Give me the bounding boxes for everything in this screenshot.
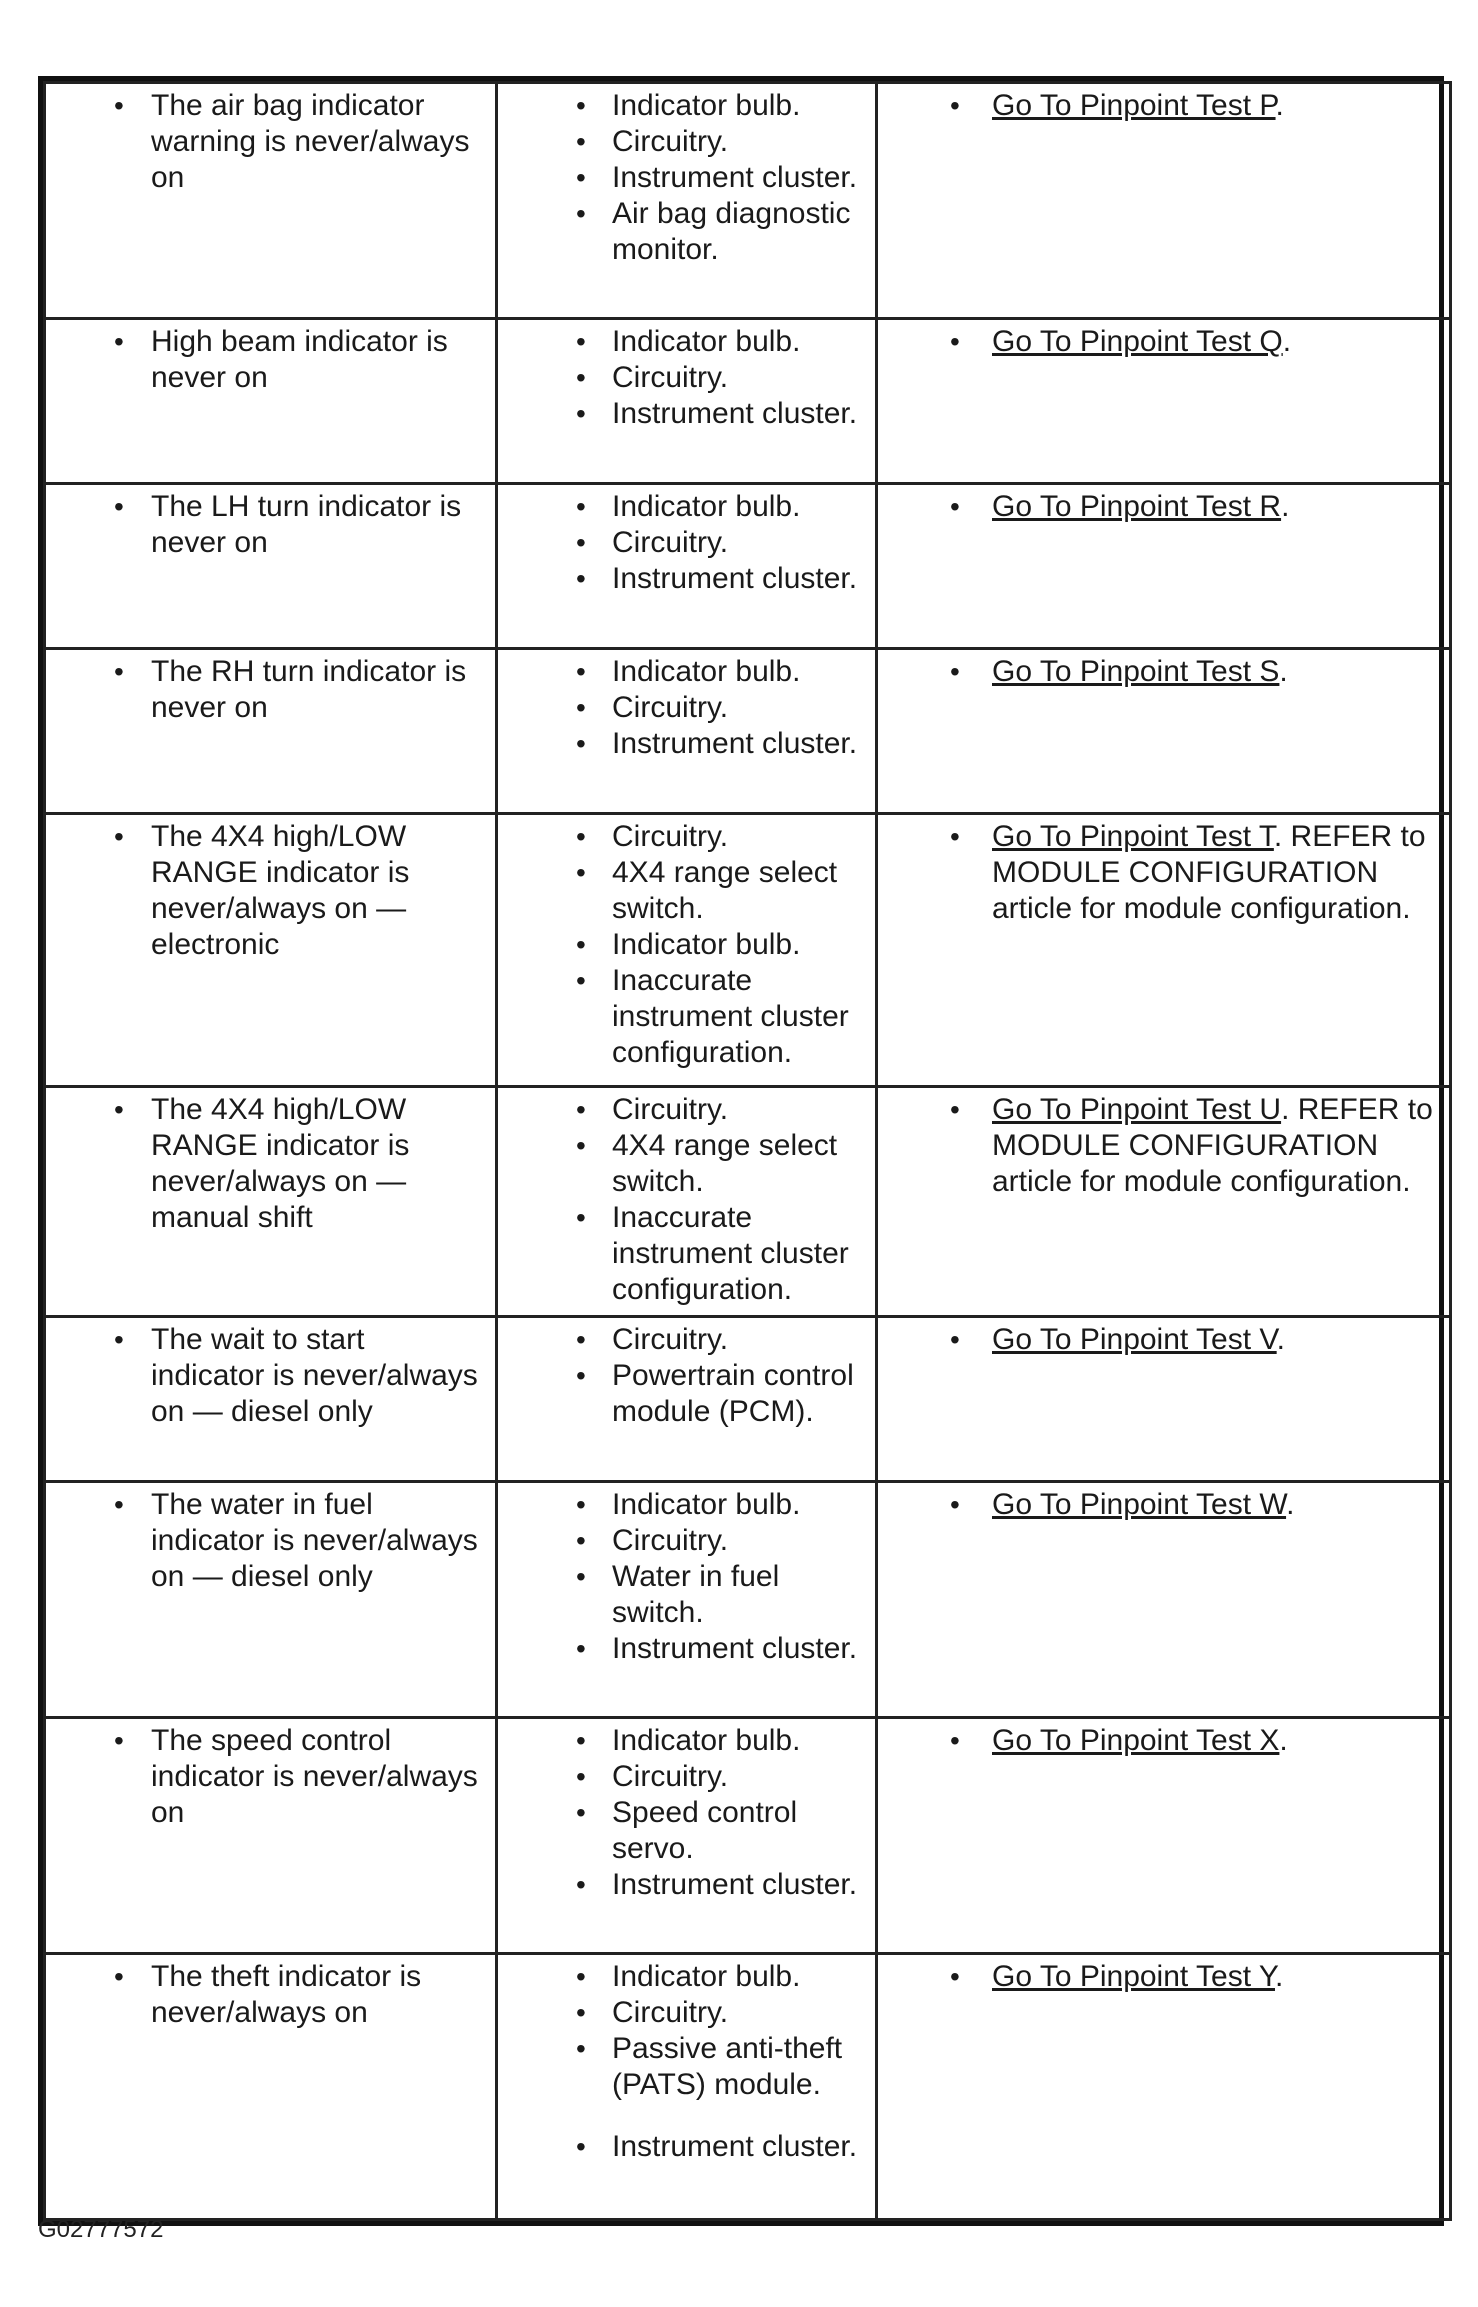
action-item — [888, 1322, 1439, 1358]
possible-source-list — [508, 489, 865, 597]
possible-source-item: • Instrument cluster. — [508, 396, 865, 432]
possible-source-item: • Inaccurate instrument cluster configuration. — [508, 963, 865, 1071]
action-suffix: . — [1275, 89, 1284, 122]
table-row — [45, 83, 1451, 319]
possible-source-cell — [497, 814, 877, 1087]
action-list — [888, 654, 1439, 690]
condition-cell — [45, 1482, 497, 1718]
pinpoint-test-link[interactable]: Go To Pinpoint Test W — [992, 1488, 1287, 1521]
figure-id: G02777572 — [38, 2216, 164, 2243]
possible-source-item: • Circuitry. — [508, 1995, 865, 2031]
possible-source-list — [508, 88, 865, 268]
condition-cell — [45, 1317, 497, 1482]
action-item — [888, 1487, 1439, 1523]
possible-source-cell — [497, 319, 877, 484]
action-item — [888, 88, 1439, 124]
possible-source-item: • Powertrain control module (PCM). — [508, 1358, 865, 1430]
condition-list — [56, 1322, 485, 1430]
possible-source-item: • Instrument cluster. — [508, 160, 865, 196]
pinpoint-test-link[interactable]: Go To Pinpoint Test V — [992, 1323, 1277, 1356]
action-cell — [877, 1087, 1451, 1317]
condition-list — [56, 489, 485, 561]
action-suffix: . REFER to MODULE CONFIGURATION article for module configuration. — [992, 820, 1426, 925]
condition-text: • High beam indicator is never on — [56, 324, 485, 396]
condition-text: • The 4X4 high/LOW RANGE indicator is never/always on — electronic — [56, 819, 485, 963]
condition-list — [56, 1092, 485, 1236]
possible-source-item: • Indicator bulb. — [508, 88, 865, 124]
possible-source-list — [508, 819, 865, 1071]
possible-source-item: • Circuitry. — [508, 1759, 865, 1795]
possible-source-cell — [497, 1718, 877, 1954]
possible-source-item: • Instrument cluster. — [508, 1631, 865, 1667]
action-list — [888, 88, 1439, 124]
possible-source-item: • Indicator bulb. — [508, 489, 865, 525]
action-item — [888, 1959, 1439, 1995]
table-row — [45, 1087, 1451, 1317]
condition-list — [56, 1959, 485, 2031]
possible-source-cell — [497, 1482, 877, 1718]
possible-source-item: • Indicator bulb. — [508, 654, 865, 690]
possible-source-list — [508, 1322, 865, 1430]
condition-text: • The 4X4 high/LOW RANGE indicator is never/always on — manual shift — [56, 1092, 485, 1236]
condition-text: • The RH turn indicator is never on — [56, 654, 485, 726]
action-item — [888, 819, 1439, 927]
possible-source-item: • Indicator bulb. — [508, 1723, 865, 1759]
table-body — [45, 83, 1451, 2220]
possible-source-list — [508, 654, 865, 762]
pinpoint-test-link[interactable]: Go To Pinpoint Test Y — [992, 1960, 1275, 1993]
condition-list — [56, 88, 485, 196]
condition-text: • The speed control indicator is never/always on — [56, 1723, 485, 1831]
condition-text: • The wait to start indicator is never/always on — diesel only — [56, 1322, 485, 1430]
condition-list — [56, 819, 485, 963]
action-list — [888, 1322, 1439, 1358]
pinpoint-test-link[interactable]: Go To Pinpoint Test S — [992, 655, 1280, 688]
condition-text: • The water in fuel indicator is never/always on — diesel only — [56, 1487, 485, 1595]
condition-cell — [45, 1718, 497, 1954]
possible-source-item: • Inaccurate instrument cluster configuration. — [508, 1200, 865, 1308]
table-row — [45, 319, 1451, 484]
possible-source-list — [508, 1487, 865, 1667]
condition-cell — [45, 83, 497, 319]
action-list — [888, 324, 1439, 360]
table-row — [45, 1954, 1451, 2220]
pinpoint-test-link[interactable]: Go To Pinpoint Test X — [992, 1724, 1280, 1757]
possible-source-item: • Indicator bulb. — [508, 324, 865, 360]
possible-source-list — [508, 324, 865, 432]
possible-source-item: • Instrument cluster. — [508, 1867, 865, 1903]
possible-source-list — [508, 1092, 865, 1308]
possible-source-item: • Circuitry. — [508, 690, 865, 726]
table-row — [45, 1482, 1451, 1718]
action-cell — [877, 319, 1451, 484]
action-cell — [877, 814, 1451, 1087]
action-suffix: . — [1281, 490, 1290, 523]
possible-source-cell — [497, 649, 877, 814]
action-item — [888, 1092, 1439, 1200]
possible-source-item: • Instrument cluster. — [508, 726, 865, 762]
action-cell — [877, 649, 1451, 814]
condition-text: • The theft indicator is never/always on — [56, 1959, 485, 2031]
condition-cell — [45, 1087, 497, 1317]
possible-source-cell — [497, 83, 877, 319]
action-cell — [877, 1954, 1451, 2220]
condition-text: • The air bag indicator warning is never/always on — [56, 88, 485, 196]
condition-list — [56, 1487, 485, 1595]
action-list — [888, 819, 1439, 927]
condition-list — [56, 654, 485, 726]
possible-source-item: • Speed control servo. — [508, 1795, 865, 1867]
possible-source-item: • Indicator bulb. — [508, 927, 865, 963]
possible-source-item: • Indicator bulb. — [508, 1959, 865, 1995]
possible-source-item: • 4X4 range select switch. — [508, 1128, 865, 1200]
condition-cell — [45, 484, 497, 649]
possible-source-item: • Circuitry. — [508, 124, 865, 160]
possible-source-list — [508, 1959, 865, 2165]
condition-list — [56, 1723, 485, 1831]
action-list — [888, 1092, 1439, 1200]
possible-source-cell — [497, 484, 877, 649]
action-list — [888, 1723, 1439, 1759]
symptom-table — [43, 81, 1452, 2221]
action-list — [888, 489, 1439, 525]
possible-source-item: • Indicator bulb. — [508, 1487, 865, 1523]
possible-source-item: • Circuitry. — [508, 1523, 865, 1559]
possible-source-item: • Air bag diagnostic monitor. — [508, 196, 865, 268]
possible-source-cell — [497, 1317, 877, 1482]
possible-source-cell — [497, 1954, 877, 2220]
action-cell — [877, 1482, 1451, 1718]
action-item — [888, 1723, 1439, 1759]
table-row — [45, 484, 1451, 649]
action-suffix: . — [1276, 1323, 1285, 1356]
possible-source-cell — [497, 1087, 877, 1317]
action-list — [888, 1959, 1439, 1995]
condition-cell — [45, 1954, 497, 2220]
possible-source-item: • 4X4 range select switch. — [508, 855, 865, 927]
table-row — [45, 1718, 1451, 1954]
action-suffix: . — [1275, 1960, 1284, 1993]
action-item — [888, 654, 1439, 690]
action-suffix: . — [1286, 1488, 1295, 1521]
possible-source-item: • Circuitry. — [508, 360, 865, 396]
possible-source-item: • Instrument cluster. — [508, 2129, 865, 2165]
possible-source-list — [508, 1723, 865, 1903]
condition-list — [56, 324, 485, 396]
action-suffix: . — [1279, 1724, 1288, 1757]
table-row — [45, 814, 1451, 1087]
condition-cell — [45, 814, 497, 1087]
pinpoint-test-link[interactable]: Go To Pinpoint Test R — [992, 490, 1282, 523]
action-cell — [877, 484, 1451, 649]
possible-source-item: • Circuitry. — [508, 1322, 865, 1358]
action-cell — [877, 1718, 1451, 1954]
pinpoint-test-link[interactable]: Go To Pinpoint Test Q — [992, 325, 1283, 358]
action-suffix: . — [1282, 325, 1292, 358]
symptom-chart-table — [38, 76, 1444, 2226]
pinpoint-test-link[interactable]: Go To Pinpoint Test P — [992, 89, 1276, 122]
table-row — [45, 649, 1451, 814]
condition-text: • The LH turn indicator is never on — [56, 489, 485, 561]
possible-source-item: • Circuitry. — [508, 1092, 865, 1128]
action-cell — [877, 1317, 1451, 1482]
action-suffix: . — [1279, 655, 1288, 688]
possible-source-item: • Circuitry. — [508, 819, 865, 855]
action-list — [888, 1487, 1439, 1523]
possible-source-item: • Passive anti-theft (PATS) module. — [508, 2031, 865, 2103]
possible-source-item: • Circuitry. — [508, 525, 865, 561]
action-suffix: . REFER to MODULE CONFIGURATION article for module configuration. — [992, 1093, 1433, 1198]
condition-cell — [45, 319, 497, 484]
table-row — [45, 1317, 1451, 1482]
pinpoint-test-link[interactable]: Go To Pinpoint Test T — [992, 820, 1274, 853]
action-item — [888, 324, 1439, 360]
possible-source-item: • Instrument cluster. — [508, 561, 865, 597]
action-cell — [877, 83, 1451, 319]
action-item — [888, 489, 1439, 525]
condition-cell — [45, 649, 497, 814]
possible-source-item: • Water in fuel switch. — [508, 1559, 865, 1631]
pinpoint-test-link[interactable]: Go To Pinpoint Test U — [992, 1093, 1282, 1126]
